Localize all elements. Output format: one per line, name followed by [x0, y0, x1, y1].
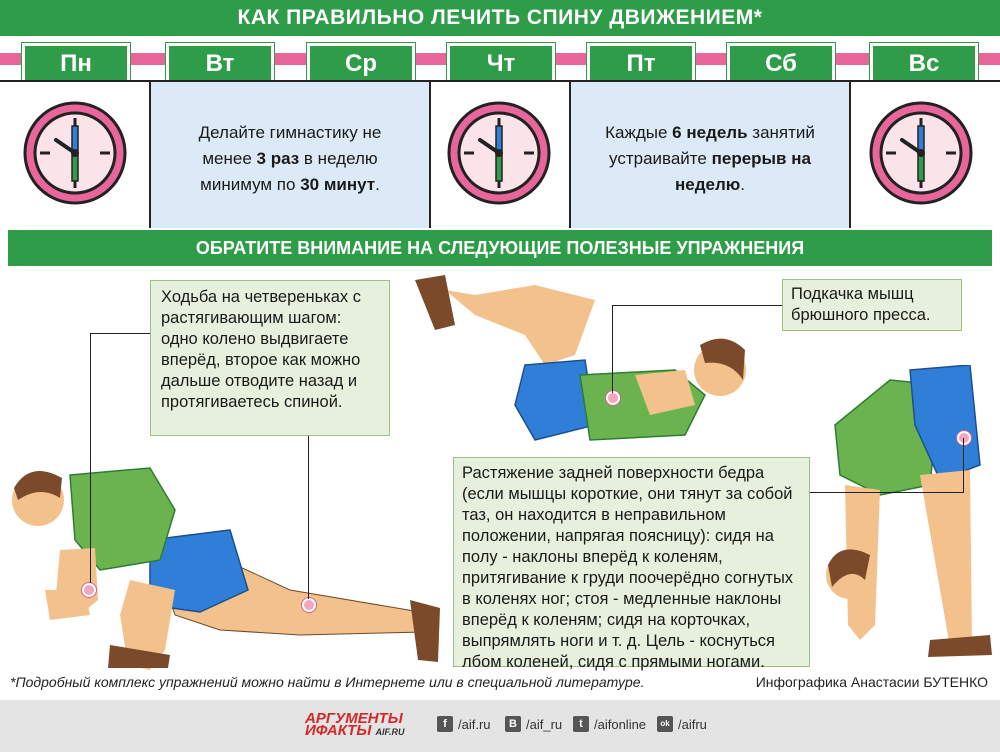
page-title: КАК ПРАВИЛЬНО ЛЕЧИТЬ СПИНУ ДВИЖЕНИЕМ*	[0, 0, 1000, 36]
social-link-odnoklassniki[interactable]: ok /aifru	[657, 716, 707, 732]
odnoklassniki-icon: ok	[657, 716, 673, 732]
facebook-icon: f	[437, 716, 453, 732]
footer-bar	[0, 700, 1000, 752]
vk-icon: B	[505, 716, 521, 732]
knee-marker-icon	[302, 598, 316, 612]
abs-marker-icon	[606, 391, 620, 405]
social-link-vk[interactable]: B /aif_ru	[505, 716, 562, 732]
section-title: ОБРАТИТЕ ВНИМАНИЕ НА СЛЕДУЮЩИЕ ПОЛЕЗНЫЕ УПРАЖНЕНИЯ	[8, 230, 992, 266]
day-tab-sat: Сб	[727, 43, 835, 85]
thigh-marker-icon	[957, 431, 971, 445]
day-tab-wed: Ср	[307, 43, 415, 85]
schedule-text-break: Каждые 6 недель занятий устраивайте перерыв на неделю.	[605, 123, 815, 194]
clock-icon	[446, 100, 552, 206]
social-link-facebook[interactable]: f /aif.ru	[437, 716, 491, 732]
schedule-text-frequency: Делайте гимнастику не менее 3 раз в неделю минимум по 30 минут.	[198, 123, 382, 194]
aif-logo[interactable]: АРГУМЕНТЫ ИФАКТЫ AIF.RU	[305, 710, 405, 739]
day-tab-thu: Чт	[447, 43, 555, 85]
twitter-icon: t	[573, 716, 589, 732]
clock-icon	[868, 100, 974, 206]
knee-marker-icon	[82, 583, 96, 597]
clock-icon	[22, 100, 128, 206]
exercise-note-crawl: Ходьба на четвереньках с растягивающим шагом: одно колено выдвигаете вперёд, второе как можно дальше отводите назад и протягиваетесь спиной.	[150, 280, 390, 436]
exercise-note-hamstring: Растяжение задней поверхности бедра (если мышцы короткие, они тянут за собой таз, он находится в неправильном положении, напрягая поясницу): сидя на полу - наклоны вперёд к коленям, притягивание к груди поочерёдно согнутых в коленях ног; стоя - медленные наклоны вперёд к коленям; сидя на корточках, выпрямлять ноги и т. д. Цель - коснуться лбом коленей, сидя с прямыми ногами.	[453, 457, 810, 667]
credit: Инфографика Анастасии БУТЕНКО	[755, 674, 988, 690]
social-link-twitter[interactable]: t /aifonline	[573, 716, 646, 732]
footnote: *Подробный комплекс упражнений можно найти в Интернете или в специальной литературе.	[10, 674, 645, 690]
day-tab-tue: Вт	[166, 43, 274, 85]
crawl-exercise-illustration	[0, 440, 450, 670]
hamstring-exercise-illustration	[820, 365, 998, 670]
day-tab-mon: Пн	[22, 43, 130, 85]
exercise-note-abs: Подкачка мышц брюшного пресса.	[782, 279, 962, 331]
day-tab-fri: Пт	[587, 43, 695, 85]
abs-exercise-illustration	[415, 275, 755, 455]
day-tab-sun: Вс	[870, 43, 978, 85]
